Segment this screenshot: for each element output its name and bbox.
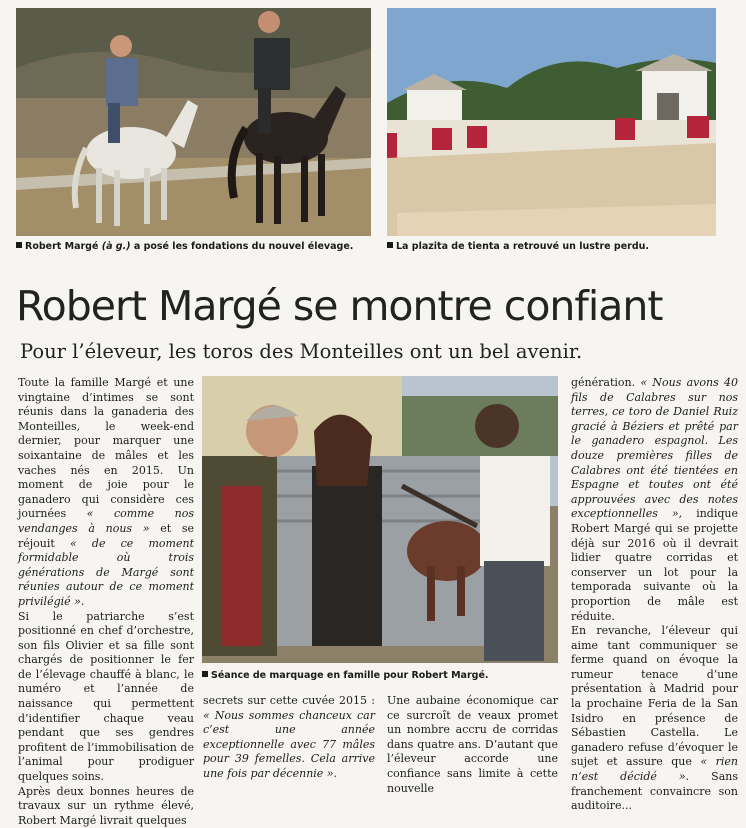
article-column-4 <box>571 376 738 814</box>
caption-riders-text: a posé les fondations du nouvel élevage. <box>133 241 354 252</box>
quote: « Nous avons 40 fils de Calabres sur nos terres, ce toro de Daniel Ruiz gracié à Béziers et prêté par le ganadero espagnol. Les douze premières filles de Calabres ont été tientées en Espagne et toutes ont été approuvées avec des notes exceptionnelles », <box>571 376 738 521</box>
caption-marker <box>202 671 208 677</box>
text-run: génération. <box>571 376 636 389</box>
caption-plazita <box>387 241 649 252</box>
article-column-3 <box>387 694 558 796</box>
article-column-2 <box>203 694 375 782</box>
caption-plazita-text: La plazita de tienta a retrouvé un lustre perdu. <box>396 241 649 252</box>
caption-branding-text: Séance de marquage en famille pour Robert Margé. <box>211 670 489 681</box>
headline: Robert Margé se montre confiant <box>16 282 663 330</box>
paragraph <box>571 624 738 814</box>
text-run: secrets sur cette cuvée 2015 : <box>203 694 375 707</box>
text-run: Toute la famille Margé et une vingtaine d’intimes se sont réunis dans la ganaderia des Monteilles, le week-end dernier, pour marquer une soixantaine de mâles et les vaches nés en 2015. Un moment de joie pour le ganadero qui considère ces journées <box>18 376 194 521</box>
paragraph: Après deux bonnes heures de travaux sur un rythme élevé, Robert Margé livrait quelques <box>18 784 194 827</box>
caption-marker <box>16 242 22 248</box>
text-run: et se réjouit <box>18 521 195 550</box>
quote: « de ce moment formidable où trois générations de Margé sont réunies autour de ce moment privilégié ». <box>18 536 194 608</box>
text-run: Sans franchement convaincre son auditoire... <box>571 770 738 813</box>
caption-riders <box>16 241 353 252</box>
caption-riders-italic: (à g.) <box>101 241 131 252</box>
text-run: indique Robert Margé qui se projette déjà sur 2016 où il devrait lidier quatre corridas et conserver un lot pour la temporada suivante où la proportion de mâle est réduite. <box>571 507 738 623</box>
photo-riders <box>16 8 371 236</box>
article-column-1 <box>18 376 194 828</box>
paragraph <box>18 376 194 610</box>
quote: « Nous sommes chanceux car c’est une année exceptionnelle avec 77 mâles pour 39 femelles. Cela arrive une fois par décennie ». <box>203 708 375 780</box>
paragraph: Si le patriarche s’est positionné en chef d’orchestre, son fils Olivier et sa fille sont chargés de positionner le fer de l’élevage chauffé à blanc, le numéro et l’année de naissance qui permettent d’identifier chaque veau pendant que ses gendres profitent de l’immobilisation de l’animal pour prodiguer quelques soins. <box>18 609 194 784</box>
caption-riders-name: Robert Margé <box>25 241 99 252</box>
paragraph <box>571 376 738 624</box>
text-run: En revanche, l’éleveur qui aime tant communiquer se ferme quand on évoque la rumeur tenace d’une présentation à Madrid pour la prochaine Feria de la San Isidro en présence de Sébastien Castella. Le ganadero refuse d’évoquer le sujet et assure que <box>571 624 738 769</box>
paragraph: Une aubaine économique car ce surcroît de veaux promet un nombre accru de corridas dans quatre ans. D’autant que l’éleveur accorde une confiance sans limite à cette nouvelle <box>387 694 558 795</box>
quote: « rien n’est décidé ». <box>571 755 739 784</box>
caption-branding <box>202 670 489 681</box>
subheadline: Pour l’éleveur, les toros des Monteilles ont un bel avenir. <box>20 340 583 363</box>
caption-marker <box>387 242 393 248</box>
paragraph <box>203 694 375 782</box>
quote: « comme nos vendanges à nous » <box>18 507 194 535</box>
photo-branding <box>202 376 558 663</box>
photo-plazita <box>387 8 716 236</box>
